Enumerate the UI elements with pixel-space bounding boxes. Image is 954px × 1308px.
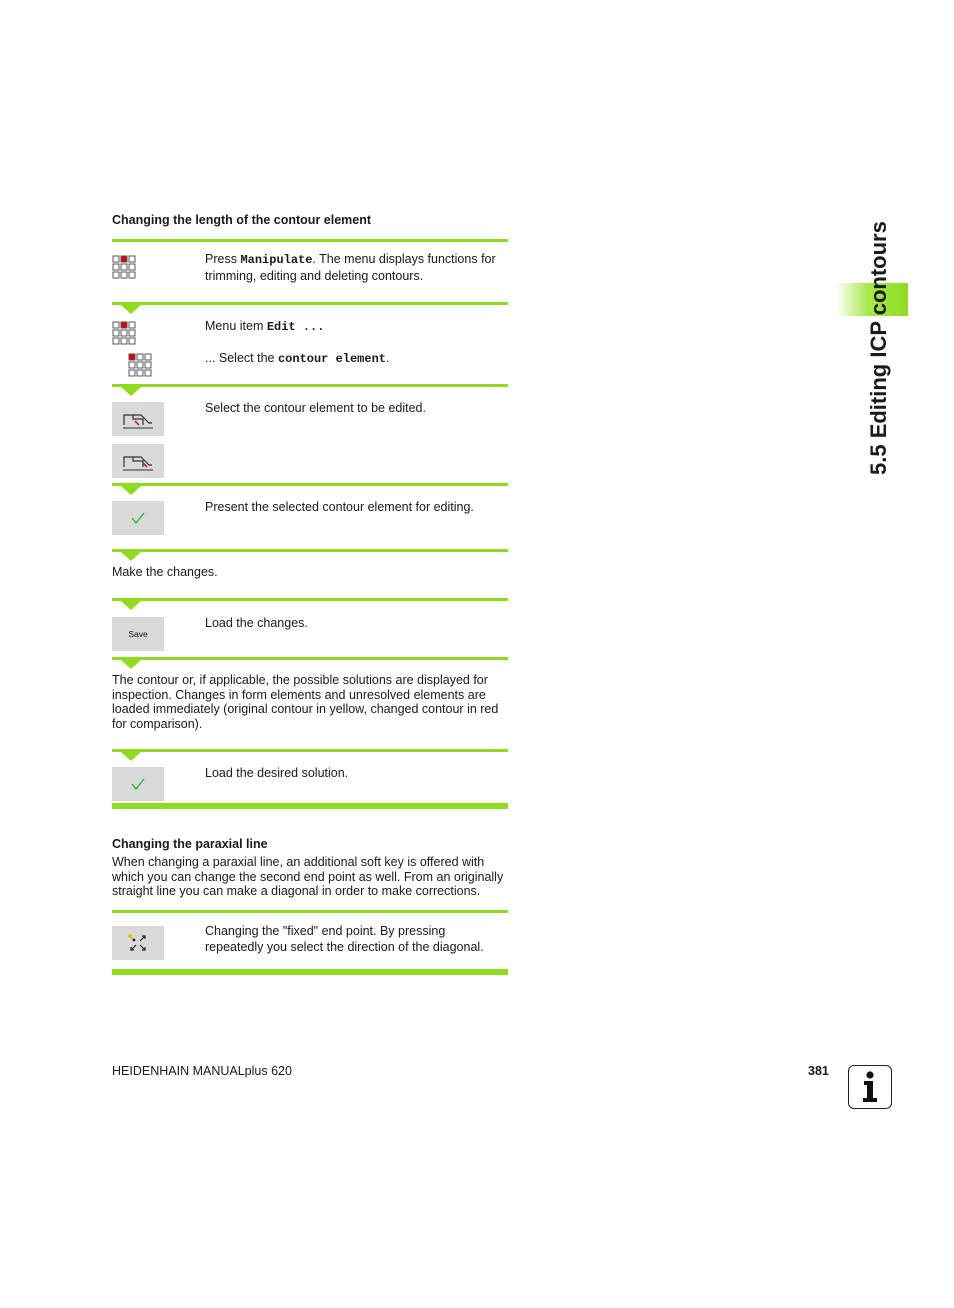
page-number: 381 xyxy=(808,1064,829,1078)
flow-arrow xyxy=(121,486,141,495)
step-load-solution-text: Load the desired solution. xyxy=(205,766,349,780)
section-end-divider xyxy=(112,969,508,975)
step-select-contour-text: Select the contour element to be edited. xyxy=(205,401,426,415)
flow-arrow xyxy=(121,601,141,610)
section-heading-length: Changing the length of the contour element xyxy=(112,213,372,227)
divider xyxy=(112,483,508,486)
flow-arrow xyxy=(121,387,141,396)
info-icon xyxy=(848,1065,892,1109)
diagonal-softkey[interactable] xyxy=(112,926,164,960)
grid-menu-icon xyxy=(112,255,136,282)
flow-arrow xyxy=(121,552,141,561)
diagonal-arrows-icon xyxy=(126,932,150,954)
flow-arrow xyxy=(121,660,141,669)
divider xyxy=(112,910,508,913)
section-heading-paraxial: Changing the paraxial line xyxy=(112,837,268,851)
step-manipulate-text: Press Manipulate. The menu displays functions for trimming, editing and deleting contours. xyxy=(205,252,496,283)
step-select-element-text: ... Select the contour element. xyxy=(205,351,390,366)
step-load-changes-text: Load the changes. xyxy=(205,616,308,630)
confirm-solution-softkey[interactable] xyxy=(112,767,164,801)
grid-menu-icon xyxy=(112,321,136,348)
section-end-divider xyxy=(112,803,508,809)
step-edit-text: Menu item Edit ... xyxy=(205,319,325,334)
step-make-changes-text: Make the changes. xyxy=(112,565,218,579)
chapter-title: 5.5 Editing ICP contours xyxy=(866,221,891,475)
divider xyxy=(112,657,508,660)
select-contour-softkey[interactable] xyxy=(112,402,164,436)
grid-select-icon xyxy=(128,353,152,380)
paraxial-step-text: Changing the "fixed" end point. By pressing repeatedly you select the direction of the diagonal. xyxy=(205,924,484,954)
footer-manual-name: HEIDENHAIN MANUALplus 620 xyxy=(112,1064,292,1078)
save-softkey[interactable] xyxy=(112,617,164,651)
contour-select-icon xyxy=(121,408,155,430)
checkmark-icon xyxy=(128,775,148,793)
divider xyxy=(112,239,508,242)
flow-arrow xyxy=(121,752,141,761)
flow-arrow xyxy=(121,305,141,314)
contour-select-next-icon xyxy=(121,450,155,472)
explanation-paragraph: The contour or, if applicable, the possible solutions are displayed for inspection. Changes in form elements and unresolved elements are loaded immediately (original contour in yellow, changed contour in red for comparison). xyxy=(112,673,499,731)
divider xyxy=(112,384,508,387)
save-softkey-label: Save xyxy=(128,629,148,639)
divider xyxy=(112,549,508,552)
paraxial-intro: When changing a paraxial line, an additional soft key is offered with which you can change the second end point as well. From an originally straight line you can make a diagonal in order to make corrections. xyxy=(112,855,504,899)
divider xyxy=(112,302,508,305)
divider xyxy=(112,749,508,752)
select-contour-next-softkey[interactable] xyxy=(112,444,164,478)
divider xyxy=(112,598,508,601)
checkmark-icon xyxy=(128,509,148,527)
step-present-text: Present the selected contour element for editing. xyxy=(205,500,474,514)
confirm-softkey[interactable] xyxy=(112,501,164,535)
